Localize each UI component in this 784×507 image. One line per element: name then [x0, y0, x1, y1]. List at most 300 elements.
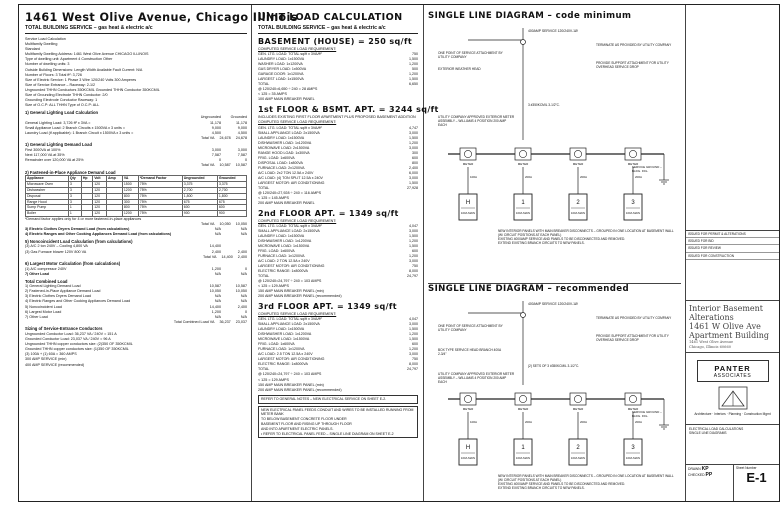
ungrounded-value: N/A	[214, 232, 221, 237]
load-label: TOTAL	[258, 367, 270, 372]
grounded-value: N/A	[240, 299, 247, 304]
table-header-cell: Hp	[81, 176, 92, 182]
load-label: LARGEST LOAD: 1x1500VA	[258, 77, 304, 82]
load-label: SMALL APPLIANCE LOAD: 2x1500VA	[258, 228, 320, 233]
diagram-note: NEW INTERIOR PANELS WITH MAIN BREAKER DISCONNECTS – GROUPED IN ONE LOCATION AT BASEMENT WALL	[498, 229, 674, 233]
drawing-sheet	[18, 4, 780, 502]
grounded-value: 11,178	[235, 120, 247, 125]
load-value: 750	[412, 357, 418, 362]
meter-icon	[574, 395, 581, 402]
result-line: < 125 = 145 AMPS	[258, 195, 289, 200]
load-value: 800	[412, 160, 418, 165]
ungrounded-value: N/A	[214, 227, 221, 232]
panel-label: 100A MAIN	[460, 211, 476, 215]
section-title: Sizing of Service-Entrance Conductors	[25, 326, 103, 332]
unit-heading: 1st FLOOR & BSMT. APT. = 3244 sq/ft	[258, 105, 439, 115]
ungrounded-value: 11,178	[209, 120, 221, 125]
meter-assembly-label: UTILITY COMPANY APPROVED EXTERIOR METER	[438, 372, 515, 376]
service-drop-line	[468, 28, 523, 40]
revision-row: ISSUED FOR REVIEW	[686, 245, 779, 252]
weatherhead-icon	[521, 40, 526, 45]
meter-label: METER	[462, 407, 474, 411]
load-label: LAUNDRY LOAD: 1x1500VA	[258, 327, 305, 332]
meter-assembly-label: ASSEMBLY – WILLIAMS 4 POSITION 200 AMP	[438, 119, 507, 123]
small-sections	[25, 227, 247, 237]
load-value: 600	[412, 342, 418, 347]
ungrounded-value: 0	[218, 158, 221, 163]
note-line: BASEMENT FLOOR AND RISING UP THROUGH FLOOR	[261, 421, 352, 426]
meter-icon	[629, 150, 636, 157]
ungrounded-value: 10,050	[209, 289, 221, 294]
ungrounded-value: 14,400	[209, 304, 221, 309]
sizing-line: Grounded THHN copper conductors size: (1)350 OF 350KCMIL	[25, 347, 129, 352]
load-line	[258, 186, 418, 191]
table-header-cell: Amp	[106, 176, 122, 182]
ground-label: BLDG. FDL.	[632, 168, 649, 173]
load-label: RANGE HOOD LOAD: 1x300VA	[258, 150, 310, 155]
revision-row: ISSUED FOR PERMIT & ALTERATIONS	[686, 231, 779, 238]
load-value: 6,000	[409, 170, 418, 175]
load-label: DISHWASHER LOAD: 1x1200VA	[258, 238, 312, 243]
support-label: PROVIDE SUPPORT ATTACHMENT FOR UTILITY	[596, 61, 669, 65]
load-label: MICROWAVE LOAD: 2x1500VA	[258, 145, 310, 150]
table-cell: 1	[68, 211, 81, 217]
single-line-diagram-2	[428, 295, 682, 500]
table-cell: 800	[122, 193, 138, 199]
table-cell: 120	[93, 188, 107, 194]
panel-label: 100A MAIN	[625, 211, 641, 215]
table-header-cell: Volt	[93, 176, 107, 182]
diagrams-panel	[424, 5, 686, 501]
panel-feed-note	[258, 406, 418, 439]
load-value: 24,797	[407, 367, 418, 372]
support-label: OVERHEAD SERVICE DROP	[596, 338, 639, 342]
sizing-lines	[25, 332, 247, 368]
row-label: 4) Electric Ranges and Other Cooking Appliances Demand Load	[25, 299, 131, 304]
sizing-line: Ungrounded THHN copper conductors size: (2)350 OF 350KCMIL	[25, 342, 133, 347]
breaker-label: 200A	[580, 420, 588, 424]
load-value: 27,928	[407, 185, 418, 190]
table-cell: 75%	[138, 205, 182, 211]
result-line: @ 120/240=24,797 ÷ 240 = 103 AMPS	[258, 372, 322, 377]
load-value: 3,000	[409, 130, 418, 135]
grounded-value: 2,400	[237, 304, 247, 309]
load-value: 24,797	[407, 273, 418, 278]
table-cell: 120	[93, 199, 107, 205]
result-line: 200 AMP MAIN BREAKER PANEL (recommended)	[258, 294, 342, 299]
meter-icon	[574, 150, 581, 157]
row-label: 1) General Lighting Demand Load	[25, 284, 81, 289]
table-cell: Disposal	[26, 193, 69, 199]
grounded-value: 3,000	[237, 147, 247, 152]
row-label: (1) A/C compressor 240V	[25, 266, 67, 271]
diagram-note: (W/ CIRCUIT POSITIONS AT EACH PANEL)	[498, 233, 562, 237]
diagram-recommended	[428, 284, 681, 500]
section-title: 1) General Lighting Demand Load	[25, 142, 93, 148]
load-label: A/C LOAD: 2 TON 12.5A x 240V	[258, 258, 310, 263]
load-value: 4,047	[409, 317, 418, 322]
ungrounded-value: 7,587	[211, 153, 221, 158]
unit-sections	[258, 37, 439, 393]
service-attachment-label: ONE POINT OF SERVICE ATTACHMENT BY	[438, 51, 503, 55]
revision-table	[686, 231, 779, 301]
load-value: 3,000	[409, 175, 418, 180]
meter-assembly-label: ASSEMBLY – WILLIAMS 4 POSITION 200 AMP	[438, 376, 507, 380]
sizing-line: Grounded Conductor Load: 23,037 VA / 240V = 96 A	[25, 337, 111, 342]
divider	[25, 33, 247, 34]
load-value: 4,747	[409, 125, 418, 130]
table-cell: 3	[68, 188, 81, 194]
unit-heading: BASEMENT (HOUSE) = 250 sq/ft	[258, 37, 413, 46]
sizing-line: 400 AMP SERVICE (recommended)	[25, 362, 85, 367]
section-total: Total VA 10,587 10,587	[200, 163, 247, 168]
section-title: 4) Electric Ranges and Other Cooking Appliances Demand Load (from calculations)	[25, 232, 172, 237]
row-label: 6) Largest Motor Load	[25, 309, 62, 314]
table-cell: 2,700	[217, 188, 246, 194]
panel-id: 3	[631, 200, 635, 206]
ungrounded-value: 9,000	[211, 125, 221, 130]
table-cell: 1	[68, 205, 81, 211]
result-line: 100 AMP MAIN BREAKER PANEL	[258, 97, 315, 102]
panel-box	[459, 439, 477, 465]
table-cell: 120	[93, 205, 107, 211]
table-header-cell: Qty	[68, 176, 81, 182]
service-label: 400AMP SERVICE 120/240V-1Ø	[528, 29, 578, 33]
service-info-line: Number of dwelling units: 3	[25, 62, 70, 67]
ungrounded-value: 4,500	[211, 130, 221, 135]
table-cell: Dishwasher	[26, 188, 69, 194]
service-info-line: Standard	[25, 47, 40, 52]
table-cell: 600	[217, 205, 246, 211]
conductor-label: 3 #350KCMIL 3-1/2"C.	[528, 103, 560, 107]
load-value: 6,650	[409, 82, 418, 87]
diagram-note: EXTEND EXISTING BRANCH CIRCUITS TO NEW PANELS.	[498, 241, 585, 245]
panel-id: 1	[521, 200, 525, 206]
breaker-label: 100A	[470, 175, 478, 179]
unit-load-panel	[252, 5, 439, 501]
table-cell: 900	[217, 211, 246, 217]
sheet-number: E-1	[746, 470, 767, 486]
table-cell: 2,700	[182, 188, 217, 194]
load-value: 3,000	[409, 228, 418, 233]
load-label: DISHWASHER LOAD: 1x1200VA	[258, 332, 312, 337]
panel-label: 100A MAIN	[570, 456, 586, 460]
title-block	[686, 5, 779, 501]
load-label: ELECTRIC RANGE: 1x8000VA	[258, 362, 308, 367]
meter-label: METER	[572, 407, 584, 411]
service-info-line: Number of Floors: 3 Total ft²: 3,726	[25, 72, 82, 77]
section-title: Total Combined Load	[25, 278, 68, 284]
service-info-line: Size of Electric Service: 1 Phase 3 Wire 120/240 Volts 300 Amperes	[25, 77, 137, 82]
result-line: @ 120/240=27,928 ÷ 240 = 116 AMPS	[258, 190, 322, 195]
grounded-value: 9,000	[237, 125, 247, 130]
load-label: TOTAL	[258, 273, 270, 278]
service-info-line: Ungrounded THHN Conductors 350KCMIL Grounded THHN Conductor 350KCMIL	[25, 87, 160, 92]
requirement-label: COMPUTED SERVICE LOAD REQUIREMENT:	[258, 120, 337, 125]
grounded-value: N/A	[240, 227, 247, 232]
project-name: Interior Basement Alterations 1461 W Olive Ave Apartment Building 1461 West Olive Avenue Chicago, Illinois 60660	[686, 301, 779, 353]
col-header: Grounded	[230, 115, 247, 120]
load-value: 1,200	[409, 62, 418, 67]
load-value: 1,500	[409, 327, 418, 332]
noncoincident-rows	[25, 244, 247, 254]
grounded-value: 4,500	[237, 130, 247, 135]
ungrounded-value: 14,400	[209, 244, 221, 249]
grounded-value: 2,400	[237, 249, 247, 254]
panel-box	[624, 439, 642, 465]
table-cell	[81, 211, 92, 217]
row-label: Small Appliance Load: 2 Branch Circuits x 1500VA x 3 units =	[25, 125, 126, 130]
diagram-code-minimum	[428, 11, 681, 284]
ungrounded-value: 1,200	[211, 266, 221, 271]
general-notes-ref: REFER TO GENERAL NOTES – NEW ELECTRICAL SERVICE ON SHEET E-2.	[258, 395, 418, 404]
load-label: FRIG. LOAD: 1x600VA	[258, 342, 295, 347]
panel-id: H	[465, 445, 471, 451]
diagram-title: SINGLE LINE DIAGRAM – recommended	[428, 284, 630, 294]
lighting-demand-rows	[25, 148, 247, 163]
load-label: GEN. LTG. LOAD: TOTAL sq/ft x 3VA/ft²	[258, 52, 322, 57]
service-info-line: Service Load Calculation	[25, 37, 66, 41]
load-value: 1,200	[409, 332, 418, 337]
meter-assembly-label: EACH	[438, 380, 447, 384]
terminate-label: TERMINATE AS PROVIDED BY UTILITY COMPANY	[596, 316, 672, 320]
table-cell: 3	[68, 193, 81, 199]
grounded-value: N/A	[240, 232, 247, 237]
note-line: NEW ELECTRICAL PANEL FEEDS CONDUIT AND WIRES TO BE INSTALLED RUNNING FROM METER BANK	[261, 407, 414, 417]
load-label: DISHWASHER LOAD: 1x1200VA	[258, 140, 312, 145]
meter-label: METER	[517, 407, 529, 411]
blank-area	[686, 5, 779, 231]
table-cell: 3,375	[217, 182, 246, 188]
sizing-line: Ungrounded Conductor Load: 36,237 VA / 240V = 151 A	[25, 331, 117, 336]
load-value: 300	[412, 150, 418, 155]
table-cell: Microwave Oven	[26, 182, 69, 188]
load-label: FURNACE LOAD: 1x1200VA	[258, 253, 305, 258]
requirement-label: COMPUTED SERVICE LOAD REQUIREMENT:	[258, 47, 337, 51]
service-info-line: Grounding Electrode Conductor Raceway: 1	[25, 98, 98, 103]
meter-label: METER	[572, 162, 584, 166]
table-header-cell: Appliance	[26, 176, 69, 182]
panel-label: 100A MAIN	[515, 211, 531, 215]
result-line: < 125 = 129 AMPS	[258, 377, 289, 382]
ungrounded-value: N/A	[214, 294, 221, 299]
result-line: < 125 = 129 AMPS	[258, 284, 289, 289]
firm-emblem-icon	[718, 386, 748, 410]
row-label: General Lighting Load: 3,726 ft² x 3VA =	[25, 120, 91, 125]
table-row	[26, 211, 247, 217]
table-cell: 120	[93, 182, 107, 188]
load-label: DISPOSAL LOAD: 1x800VA	[258, 160, 303, 165]
table-cell: 3	[68, 199, 81, 205]
meter-assembly-label: UTILITY COMPANY APPROVED EXTERIOR METER	[438, 115, 515, 119]
section-row	[25, 232, 247, 237]
panel-box	[459, 194, 477, 220]
other-load-row: 7) Other Load N/A N/A	[25, 271, 247, 276]
load-value: 2,400	[409, 165, 418, 170]
service-info-line: Multifamily Dwelling Address: 1461 West Olive Avenue CHICAGO ILLINOIS	[25, 52, 149, 57]
load-label: LARGEST MOTOR: AIR CONDITIONING	[258, 263, 325, 268]
load-value: 1,200	[409, 347, 418, 352]
table-cell	[106, 211, 122, 217]
service-attachment-label: UTILITY COMPANY	[438, 328, 467, 332]
terminate-label: TERMINATE AS PROVIDED BY UTILITY COMPANY	[596, 43, 672, 47]
load-value: 600	[412, 248, 418, 253]
load-value: 1,200	[409, 238, 418, 243]
row-label: Next 117,000 VA at 35%	[25, 153, 65, 158]
weatherhead-label: EXTERIOR WEATHER HEAD	[438, 67, 481, 71]
load-label: MICROWAVE LOAD: 1x1500VA	[258, 337, 310, 342]
drawn-sheet-row: DRAWN KP CHECKED PP Sheet Number E-1	[686, 465, 779, 501]
service-label: 400AMP SERVICE 120/240V-1Ø	[528, 302, 578, 306]
load-value: 3,000	[409, 352, 418, 357]
sheet-title: ELECTRICAL LOAD CALCULATIONS SINGLE LINE DIAGRAMS	[686, 425, 779, 465]
load-label: LAUNDRY LOAD: 1x1500VA	[258, 135, 305, 140]
panel-id: 2	[576, 445, 580, 451]
breaker-label: 100A	[470, 420, 478, 424]
load-value: 3,000	[409, 322, 418, 327]
panel-label: 100A MAIN	[625, 456, 641, 460]
meter-icon	[519, 150, 526, 157]
table-header-cell: Ungrounded	[182, 176, 217, 182]
load-value: 3,000	[409, 145, 418, 150]
panel-box	[514, 194, 532, 220]
grounded-value: 0	[244, 309, 247, 314]
panel-box	[624, 194, 642, 220]
load-value: 8,000	[409, 268, 418, 273]
ungrounded-value: 2,400	[211, 249, 221, 254]
meter-assembly-label: EACH	[438, 123, 447, 127]
section-total: Total VA 24,678 24,678	[200, 135, 247, 140]
table-cell: 120	[93, 193, 107, 199]
unit-load-title: UNIT LOAD CALCULATION	[258, 12, 403, 23]
table-cell: 1500	[122, 182, 138, 188]
panel-id: 1	[521, 445, 525, 451]
table-cell: 120	[93, 211, 107, 217]
weatherhead-icon	[521, 313, 526, 318]
row-label: Remainder over 120,000 VA at 25%	[25, 158, 84, 163]
panel-id: H	[465, 200, 471, 206]
single-line-diagram-1	[428, 22, 682, 280]
load-value: 3,000	[409, 258, 418, 263]
panel-id: 3	[631, 445, 635, 451]
sizing-line: 300 AMP SERVICE (min)	[25, 357, 67, 362]
table-cell: 75%	[138, 182, 182, 188]
load-value: 1,500	[409, 337, 418, 342]
load-label: A/C LOAD: 2.5 TON 12.5A x 240V	[258, 352, 313, 357]
panel-label: 100A MAIN	[515, 456, 531, 460]
table-cell: 900	[182, 211, 217, 217]
support-label: OVERHEAD SERVICE DROP	[596, 65, 639, 69]
result-line: @ 120/240=24,797 ÷ 240 = 103 AMPS	[258, 278, 322, 283]
load-label: LAUNDRY LOAD: 1x1500VA	[258, 57, 305, 62]
load-label: A/C LOAD: 2x2 TON 12.5A x 240V	[258, 170, 314, 175]
table-cell: Sump Pump	[26, 205, 69, 211]
load-label: GEN. LTG. LOAD: TOTAL sq/ft x 3VA/ft²	[258, 125, 322, 130]
combined-total: Total Combined Load VA 36,237 23,037	[173, 319, 247, 324]
diagram-note: (W/ CIRCUIT POSITIONS AT EACH PANEL)	[498, 478, 562, 482]
load-label: TOTAL	[258, 82, 270, 87]
load-label: ELECTRIC RANGE: 1x8000VA	[258, 268, 308, 273]
service-head-label: 2-3/4"	[438, 352, 447, 356]
meter-label: METER	[627, 407, 639, 411]
breaker-label: 200A	[635, 420, 643, 424]
breaker-label: 200A	[525, 420, 533, 424]
breaker-label: 200A	[525, 175, 533, 179]
row-label: Laundry Load (if applicable): 1 Branch Circuit x 1500VA x 3 units =	[25, 130, 134, 135]
table-cell: 600	[182, 205, 217, 211]
support-label: PROVIDE SUPPORT ATTACHMENT FOR UTILITY	[596, 334, 669, 338]
load-value: 750	[412, 52, 418, 57]
sheet-subheading: TOTAL BUILDING SERVICE – gas heat & electric a/c	[25, 25, 153, 31]
grounded-value: 10,587	[235, 284, 247, 289]
sizing-line: (3) 100A + (1) 60A = 360 AMPS	[25, 352, 77, 357]
diagram-note: EXTEND EXISTING BRANCH CIRCUITS TO NEW PANELS.	[498, 486, 585, 490]
service-attachment-label: ONE POINT OF SERVICE ATTACHMENT BY	[438, 324, 503, 328]
ground-label: BLDG. FDL.	[632, 413, 649, 418]
meter-icon	[464, 395, 471, 402]
panel-label: 100A MAIN	[460, 456, 476, 460]
table-cell: 800	[122, 205, 138, 211]
result-line: < 125 = 35 AMPS	[258, 92, 287, 97]
service-info-block	[25, 37, 247, 108]
ungrounded-value: 10,587	[209, 284, 221, 289]
grounded-value: 0	[244, 266, 247, 271]
service-attachment-label: UTILITY COMPANY	[438, 55, 467, 59]
table-header-cell: Grounded	[217, 176, 246, 182]
load-label: MICROWAVE LOAD: 1x1500VA	[258, 243, 310, 248]
table-cell: 1200	[122, 188, 138, 194]
panel-box	[569, 439, 587, 465]
unit-heading: 3rd FLOOR APT. = 1349 sq/ft	[258, 302, 398, 312]
load-value: 1,500	[409, 243, 418, 248]
diagram-note: NEW INTERIOR PANELS WITH MAIN BREAKER DISCONNECTS – GROUPED IN ONE LOCATION AT BASEMENT WALL	[498, 474, 674, 478]
panel-box	[514, 439, 532, 465]
result-line: 200 AMP MAIN BREAKER PANEL	[258, 200, 315, 205]
revision-row: ISSUED FOR BID	[686, 238, 779, 245]
meter-icon	[464, 150, 471, 157]
result-line: 200 AMP MAIN BREAKER PANEL (recommended)	[258, 387, 342, 392]
service-info-line: Size of O.C.P: ALL THHN Type of O.C.P: ALL	[25, 103, 100, 108]
sheet-heading: 1461 West Olive Avenue, Chicago Illinois	[25, 11, 298, 24]
note-line: • REFER TO ELECTRICAL PANEL FEED – SINGLE LINE DIAGRAM ON SHEET E-2	[261, 431, 394, 436]
service-info-line: Size of Service Entrance – Raceway: 2-1/2	[25, 82, 96, 87]
meter-label: METER	[462, 162, 474, 166]
table-cell: 3,375	[182, 182, 217, 188]
section-total: Total VA 14,400 2,400	[203, 254, 247, 259]
combined-load-rows	[25, 284, 247, 320]
demand-factor-note: *Demand factor applies only for 4 or more fastened-in-place appliances	[25, 217, 142, 222]
table-cell: 300	[122, 199, 138, 205]
ungrounded-value: 1,200	[211, 309, 221, 314]
table-cell: Range Hood	[26, 199, 69, 205]
load-value: 1,500	[409, 135, 418, 140]
load-value: 8,000	[409, 362, 418, 367]
ungrounded-value: 3,000	[211, 147, 221, 152]
load-label: A/C LOAD: (4) TON SPLIT 12.5A x 240V	[258, 175, 323, 180]
load-value: 4,047	[409, 223, 418, 228]
service-drop-line	[468, 301, 523, 313]
section-title: 2) Fastened-in-Place Appliance Demand Load	[25, 169, 116, 175]
load-label: GARAGE DOOR: 1x1200VA	[258, 72, 304, 77]
ground-label: SERVICE GROUND –	[632, 165, 662, 169]
load-label: SMALL APPLIANCE LOAD: 2x1500VA	[258, 322, 320, 327]
section-title: 1) General Lighting Load Calculation	[25, 109, 99, 115]
load-label: FURNACE LOAD: 1x1200VA	[258, 347, 305, 352]
table-cell: 3	[68, 182, 81, 188]
unit-load-subtitle: TOTAL BUILDING SERVICE – gas heat & electric a/c	[258, 25, 386, 31]
firm-logo: PANTER ASSOCIATES Architecture · Interiors · Planning · Construction Mgmt	[686, 353, 779, 425]
grounded-value: 0	[244, 158, 247, 163]
